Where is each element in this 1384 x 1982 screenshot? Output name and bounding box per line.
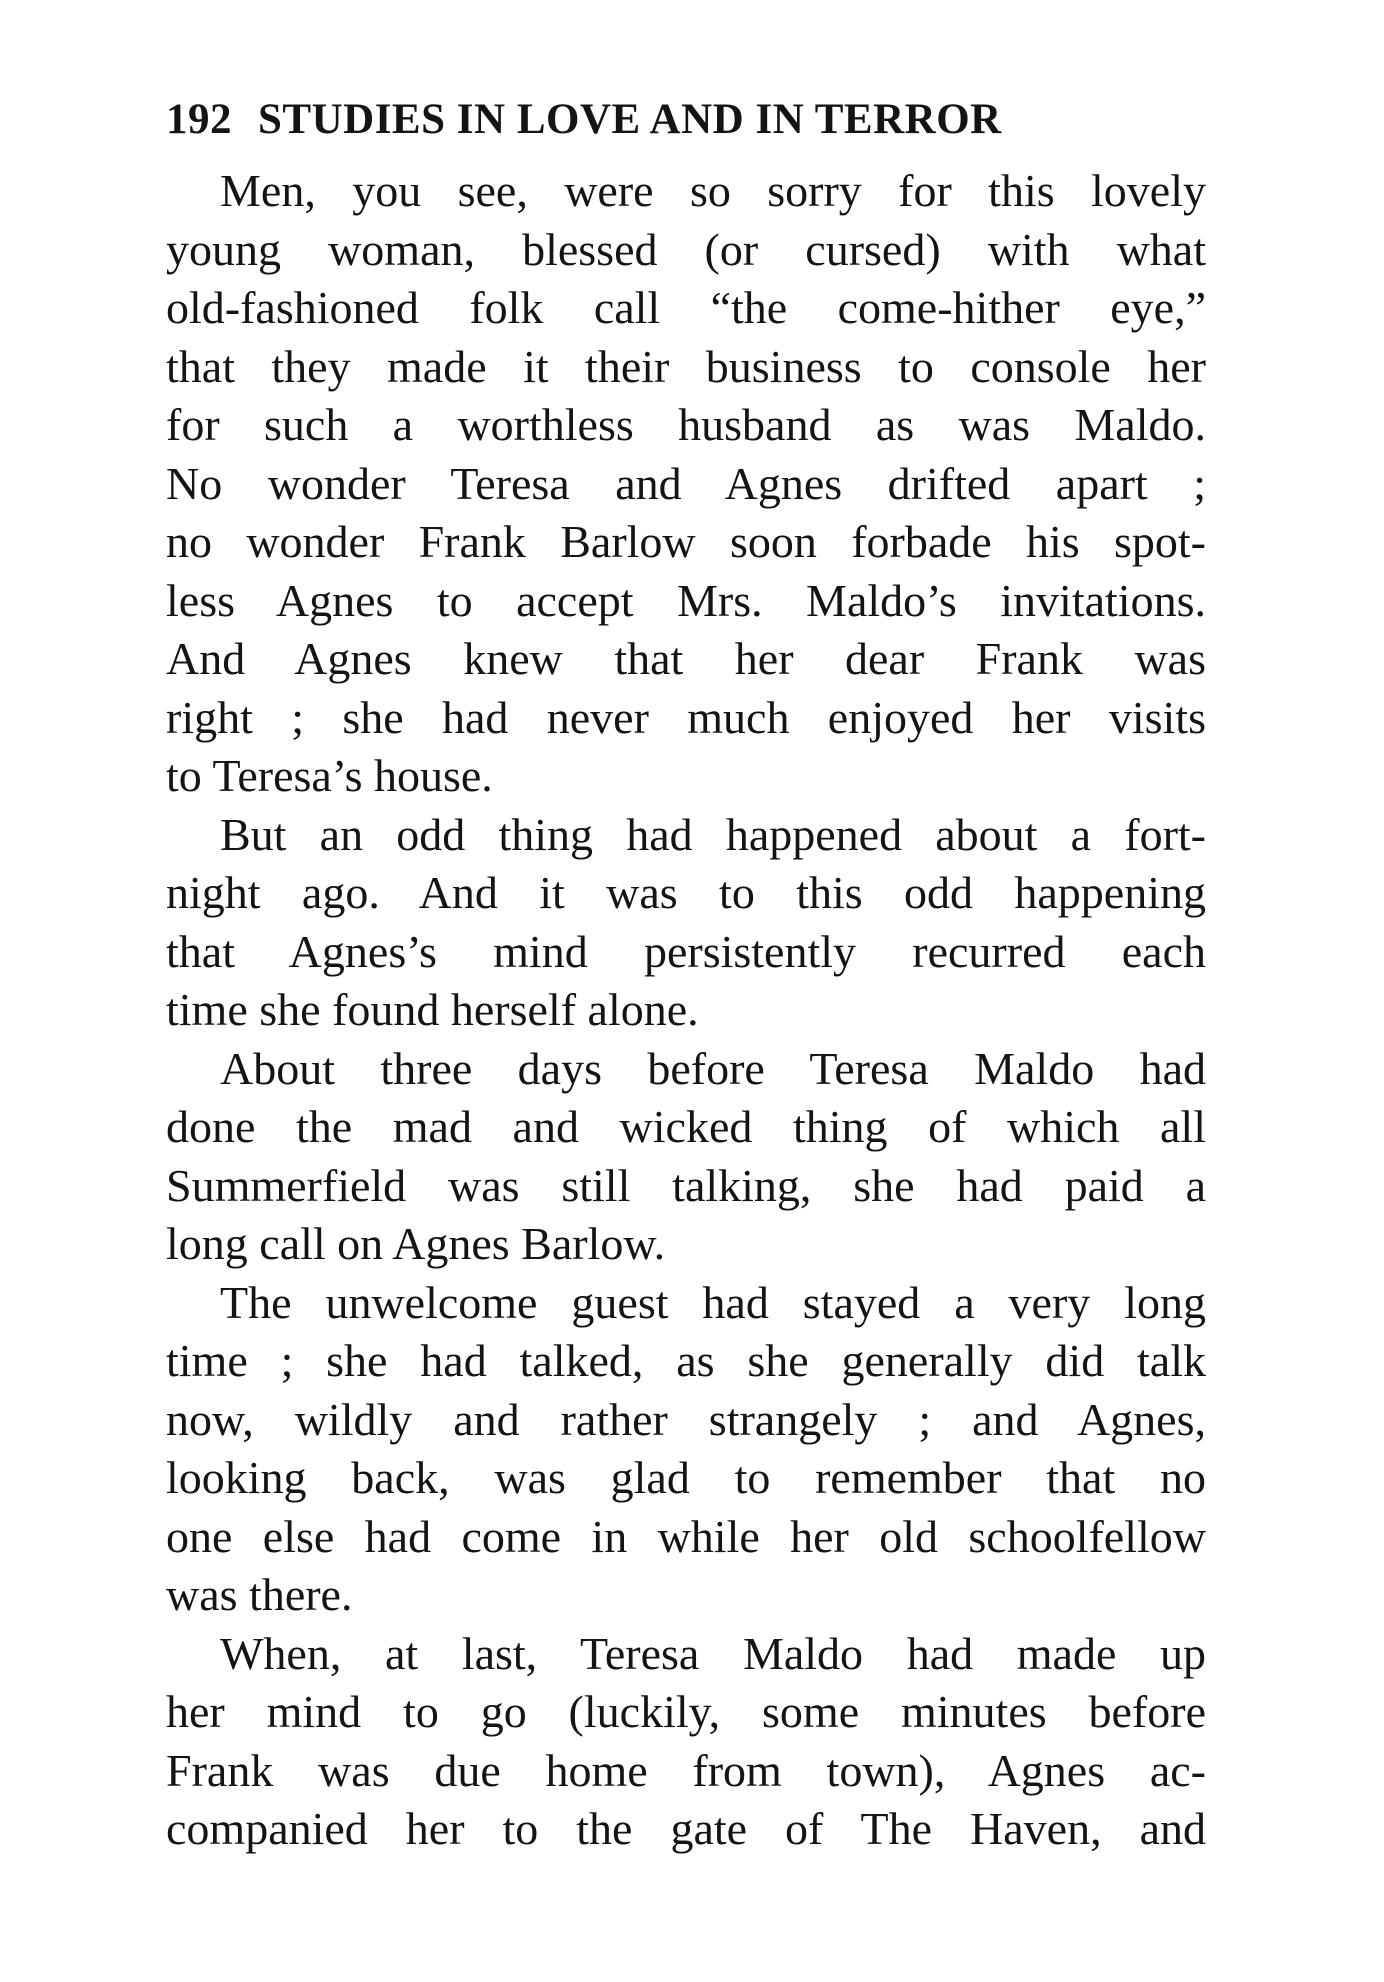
text-line: long call on Agnes Barlow. <box>166 1218 666 1269</box>
text-line: for such a worthless husband as was Maldo. <box>166 399 1206 450</box>
paragraph <box>166 806 1206 1040</box>
text-line: night ago. And it was to this odd happening <box>166 867 1206 918</box>
text-line: that they made it their business to console her <box>166 340 1206 392</box>
text-line: When, at last, Teresa Maldo had made up <box>220 1627 1206 1679</box>
text-line: The unwelcome guest had stayed a very long <box>220 1276 1206 1328</box>
text-line: less Agnes to accept Mrs. Maldo’s invitations. <box>166 574 1206 626</box>
text-line: Men, you see, were so sorry for this lovely <box>220 165 1206 216</box>
text-line: companied her to the gate of The Haven, and <box>166 1803 1206 1854</box>
text-line: was there. <box>166 1569 353 1620</box>
text-line: And Agnes knew that her dear Frank was <box>166 633 1206 684</box>
text-line: But an odd thing had happened about a fort- <box>220 808 1206 860</box>
text-line: to Teresa’s house. <box>166 750 493 801</box>
paragraph <box>166 1040 1206 1274</box>
text-line: old-fashioned folk call “the come-hither eye,” <box>166 282 1206 333</box>
text-line: no wonder Frank Barlow soon forbade his spot- <box>166 516 1206 567</box>
text-line: right ; she had never much enjoyed her visits <box>166 691 1206 743</box>
body-text <box>166 162 1206 1859</box>
text-line: About three days before Teresa Maldo had <box>220 1042 1206 1094</box>
text-line: time ; she had talked, as she generally did talk <box>166 1335 1206 1386</box>
text-line: Frank was due home from town), Agnes ac- <box>166 1744 1206 1796</box>
running-head <box>166 92 1206 148</box>
paragraph <box>166 1274 1206 1625</box>
text-line: time she found herself alone. <box>166 984 699 1035</box>
text-line: looking back, was glad to remember that no <box>166 1452 1206 1503</box>
text-line: now, wildly and rather strangely ; and Agnes, <box>166 1393 1206 1445</box>
text-line: that Agnes’s mind persistently recurred each <box>166 925 1206 977</box>
paragraph <box>166 162 1206 806</box>
paragraph <box>166 1625 1206 1859</box>
text-line: young woman, blessed (or cursed) with what <box>166 223 1206 275</box>
page-number: 192 <box>166 96 232 143</box>
text-line: one else had come in while her old schoolfellow <box>166 1510 1206 1562</box>
running-title: STUDIES IN LOVE AND IN TERROR <box>258 96 1002 143</box>
text-line: done the mad and wicked thing of which all <box>166 1101 1206 1152</box>
text-line: Summerfield was still talking, she had paid a <box>166 1159 1206 1211</box>
text-line: her mind to go (luckily, some minutes before <box>166 1686 1206 1737</box>
text-line: No wonder Teresa and Agnes drifted apart ; <box>166 457 1206 509</box>
